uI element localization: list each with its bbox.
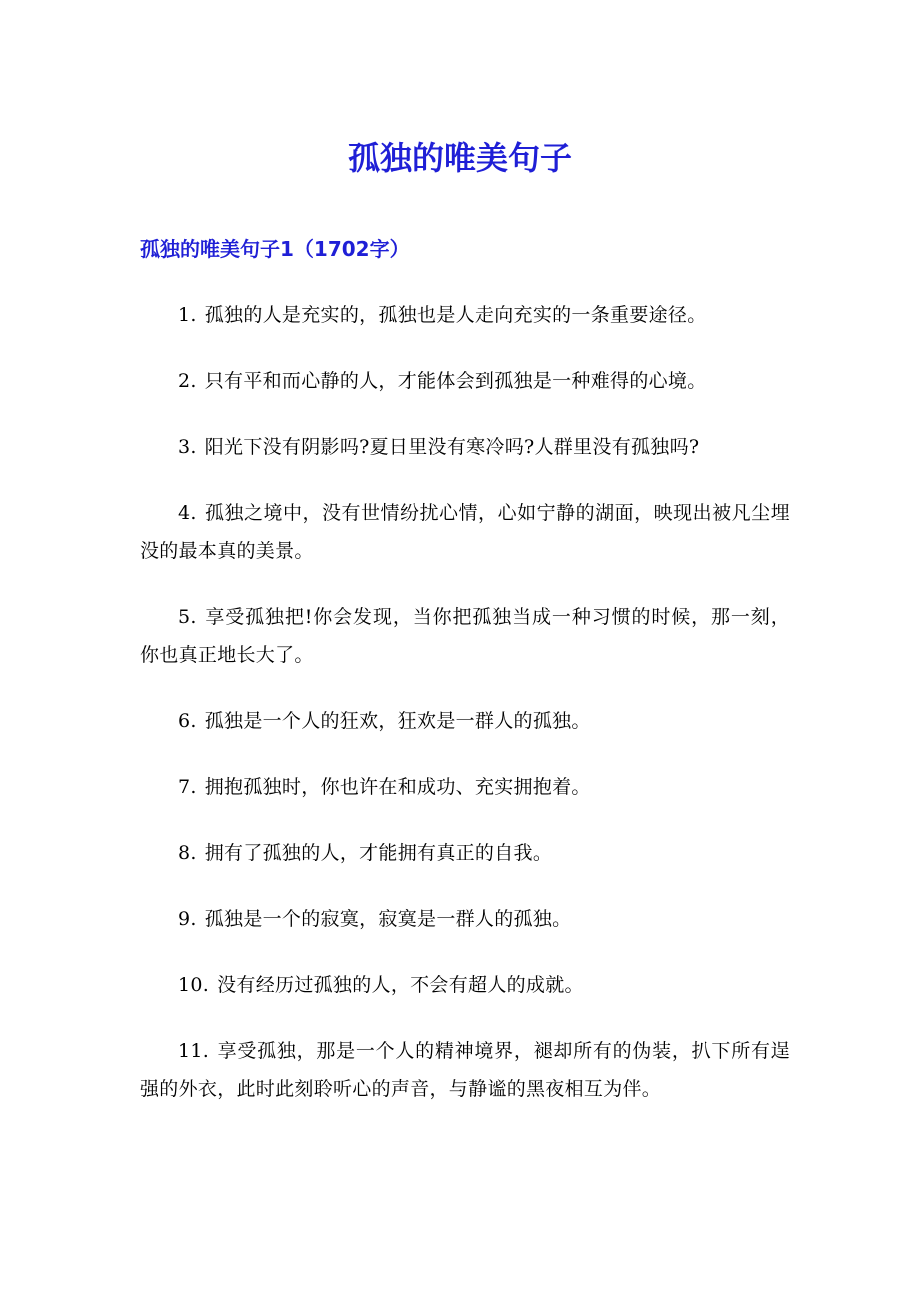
- section-heading: 孤独的唯美句子1（1702字）: [140, 237, 410, 261]
- list-item: [140, 428, 790, 466]
- item-text: 孤独之境中，没有世情纷扰心情，心如宁静的湖面，映现出被凡尘埋没的最本真的美景。: [140, 502, 790, 562]
- item-text: 享受孤独把!你会发现，当你把孤独当成一种习惯的时候，那一刻，你也真正地长大了。: [140, 606, 790, 666]
- item-text: 拥抱孤独时，你也许在和成功、充实拥抱着。: [204, 776, 591, 798]
- list-item: [140, 966, 790, 1004]
- item-number: 8.: [178, 842, 197, 864]
- item-text: 只有平和而心静的人，才能体会到孤独是一种难得的心境。: [204, 370, 707, 392]
- list-item: [140, 768, 790, 806]
- item-text: 享受孤独，那是一个人的精神境界，褪却所有的伪装，扒下所有逞强的外衣，此时此刻聆听心的声音，与静谧的黑夜相互为伴。: [140, 1040, 790, 1100]
- list-item: [140, 900, 790, 938]
- item-number: 5.: [178, 606, 197, 628]
- item-text: 拥有了孤独的人，才能拥有真正的自我。: [204, 842, 553, 864]
- item-number: 6.: [178, 710, 197, 732]
- item-text: 阳光下没有阴影吗?夏日里没有寒冷吗?人群里没有孤独吗?: [204, 436, 700, 458]
- item-number: 10.: [178, 974, 210, 996]
- item-text: 孤独是一个的寂寞，寂寞是一群人的孤独。: [204, 908, 572, 930]
- item-number: 4.: [178, 502, 197, 524]
- list-item: [140, 598, 790, 674]
- page-title: 孤独的唯美句子: [347, 139, 572, 177]
- list-item: [140, 1032, 790, 1108]
- list-item: [140, 702, 790, 740]
- list-item: [140, 296, 790, 334]
- list-item: [140, 494, 790, 570]
- item-number: 1.: [178, 304, 197, 326]
- list-item: [140, 834, 790, 872]
- item-number: 2.: [178, 370, 197, 392]
- item-number: 9.: [178, 908, 197, 930]
- list-item: [140, 362, 790, 400]
- item-number: 7.: [178, 776, 197, 798]
- sentence-list: [140, 296, 790, 1136]
- item-text: 没有经历过孤独的人，不会有超人的成就。: [217, 974, 584, 996]
- item-number: 3.: [178, 436, 197, 458]
- item-text: 孤独的人是充实的，孤独也是人走向充实的一条重要途径。: [204, 304, 707, 326]
- item-text: 孤独是一个人的狂欢，狂欢是一群人的孤独。: [204, 710, 591, 732]
- item-number: 11.: [178, 1040, 210, 1062]
